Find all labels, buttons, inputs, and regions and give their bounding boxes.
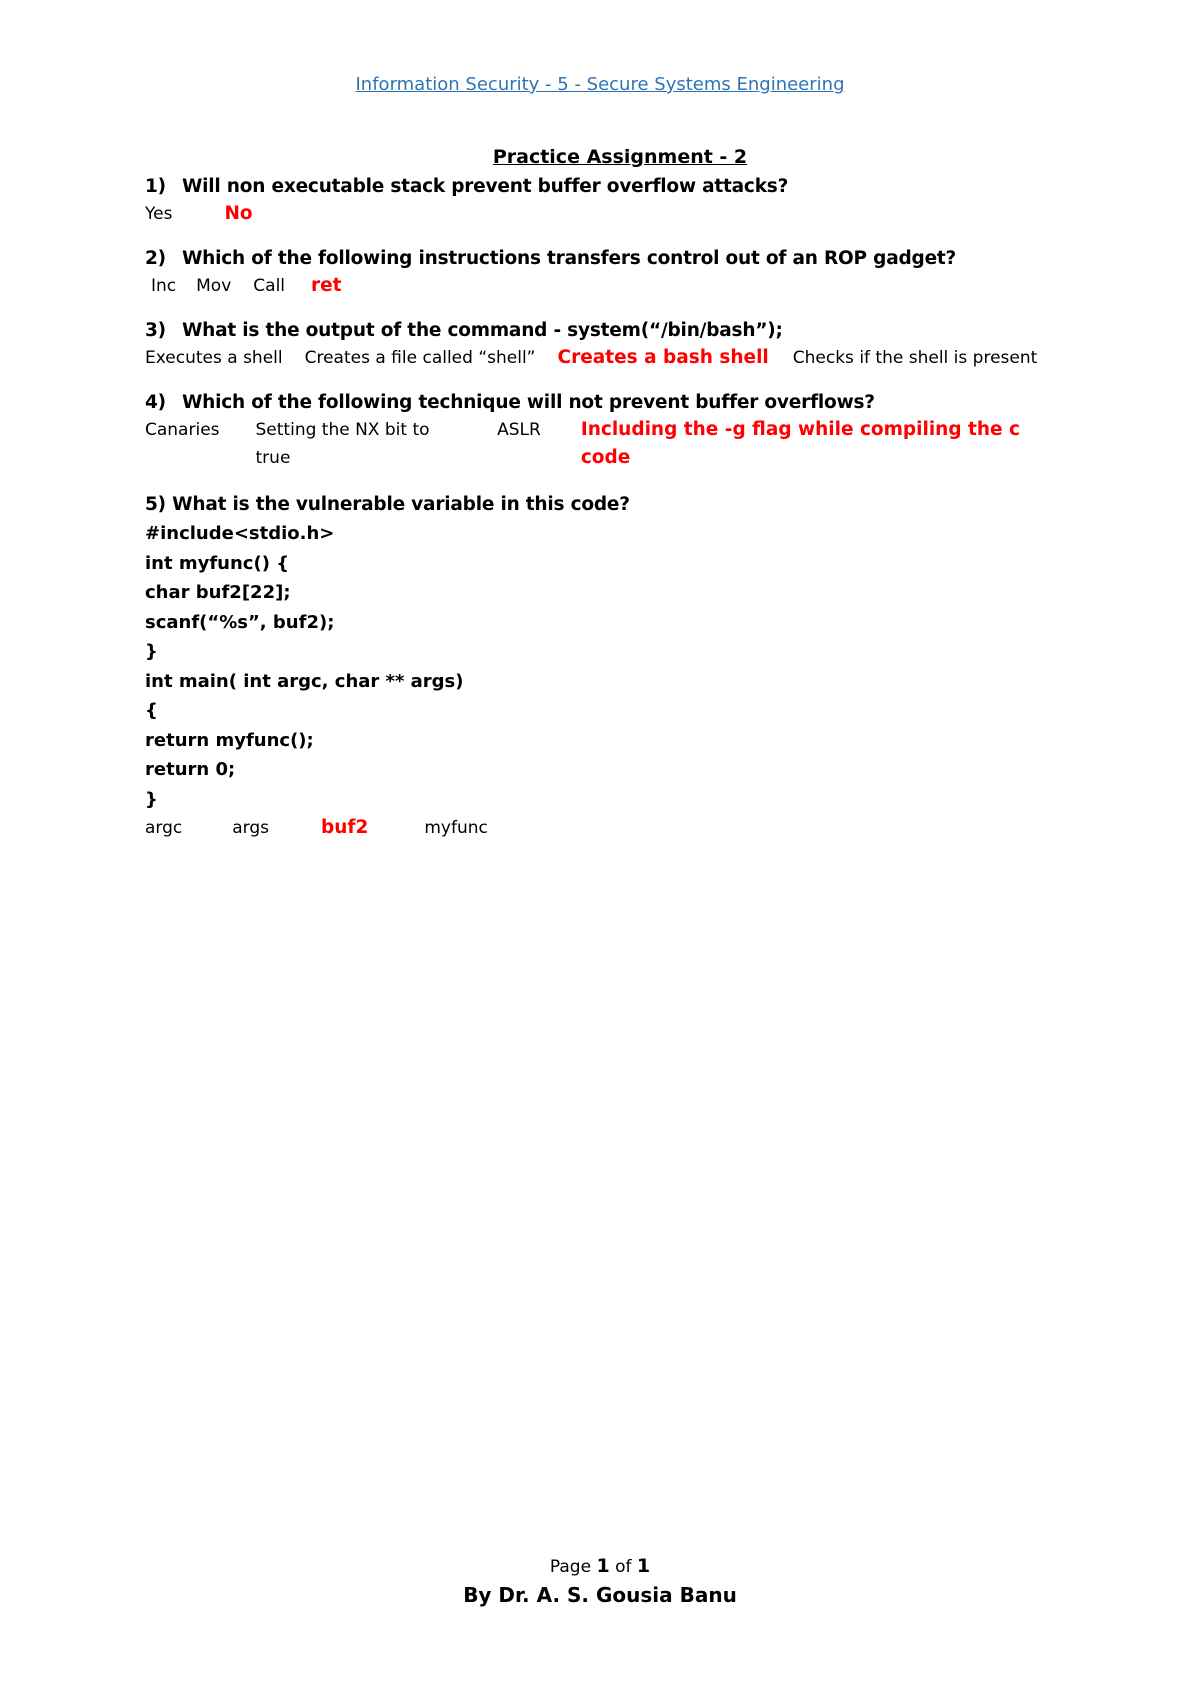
question-4	[145, 390, 1065, 416]
option-ret-answer: ret	[311, 275, 342, 296]
option-checks-shell: Checks if the shell is present	[792, 348, 1038, 368]
code-block	[145, 519, 1065, 814]
code-line: int main( int argc, char ** args)	[145, 670, 464, 692]
header-link[interactable]: Information Security - 5 - Secure Systems Engineering	[355, 74, 845, 95]
question-3	[145, 318, 1065, 344]
option-call: Call	[253, 276, 286, 296]
question-5-options	[145, 814, 1065, 842]
code-line: {	[145, 700, 158, 721]
option-myfunc: myfunc	[424, 818, 488, 838]
question-2	[145, 246, 1065, 272]
code-line: int myfunc() {	[145, 552, 290, 574]
question-2-options	[145, 272, 1065, 300]
option-aslr: ASLR	[497, 420, 541, 440]
code-line: return myfunc();	[145, 729, 314, 751]
option-no-answer: No	[224, 203, 253, 224]
option-buf2-answer: buf2	[321, 817, 369, 838]
question-number: 3)	[145, 320, 166, 341]
question-number: 4)	[145, 392, 166, 413]
question-number: 1)	[145, 176, 166, 197]
code-line: scanf(“%s”, buf2);	[145, 611, 335, 633]
option-creates-file: Creates a file called “shell”	[304, 348, 536, 368]
code-line: return 0;	[145, 759, 236, 780]
question-4-options	[145, 416, 1065, 472]
question-text: Will non executable stack prevent buffer overflow attacks?	[181, 176, 789, 197]
option-executes-shell: Executes a shell	[145, 348, 283, 368]
page-of: of	[615, 1557, 632, 1577]
question-3-options	[145, 344, 1065, 372]
option-args: args	[232, 818, 270, 838]
assignment-content	[145, 146, 1065, 860]
question-text: What is the output of the command - system(“/bin/bash”);	[181, 320, 783, 341]
option-inc: Inc	[151, 276, 177, 296]
code-line: }	[145, 788, 158, 810]
code-line: char buf2[22];	[145, 582, 291, 603]
option-yes: Yes	[145, 204, 173, 224]
question-text: Which of the following instructions transfers control out of an ROP gadget?	[181, 248, 957, 269]
author-credit: By Dr. A. S. Gousia Banu	[463, 1583, 737, 1607]
option-mov: Mov	[196, 276, 232, 296]
option-argc: argc	[145, 818, 183, 838]
option-bash-shell-answer: Creates a bash shell	[557, 347, 769, 368]
question-1-options	[145, 200, 1065, 228]
question-text: Which of the following technique will not prevent buffer overflows?	[181, 392, 875, 413]
page-prefix: Page	[549, 1557, 592, 1577]
page-current: 1	[596, 1555, 610, 1577]
option-canaries: Canaries	[145, 420, 220, 440]
option-g-flag-answer: Including the -g flag while compiling the c code	[580, 419, 1020, 468]
question-1	[145, 174, 1065, 200]
question-5: 5) What is the vulnerable variable in this code?	[145, 494, 630, 515]
assignment-title: Practice Assignment - 2	[492, 146, 748, 168]
page-number	[0, 1555, 1200, 1577]
page-total: 1	[636, 1555, 651, 1577]
code-line: #include<stdio.h>	[145, 523, 335, 544]
option-nx-bit: Setting the NX bit to true	[255, 420, 430, 468]
question-number: 2)	[145, 248, 166, 269]
code-line: }	[145, 641, 158, 662]
